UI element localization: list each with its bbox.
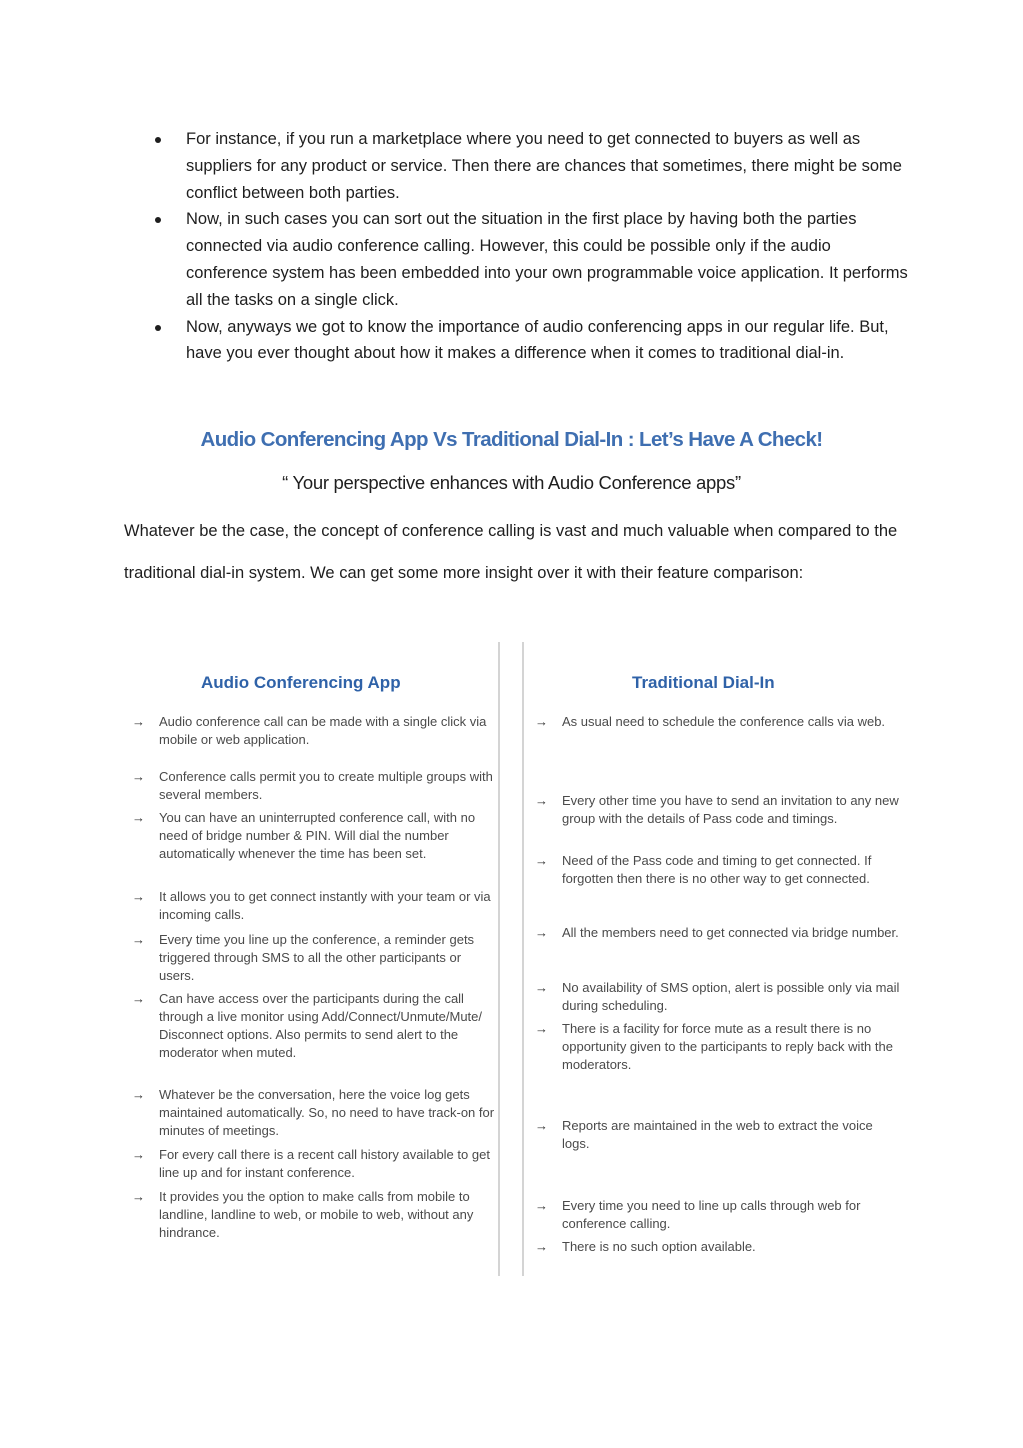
arrow-icon: → [132, 714, 145, 729]
right-column-title: Traditional Dial-In [632, 673, 775, 692]
arrow-icon: → [535, 853, 548, 868]
right-item [535, 713, 902, 731]
arrow-icon: → [132, 810, 145, 825]
right-item-text: As usual need to schedule the conference calls via web. [562, 714, 886, 729]
arrow-icon: → [535, 980, 548, 995]
left-item-text: For every call there is a recent call history available to get line up and for instant conference. [159, 1147, 490, 1180]
right-item-text: Every time you need to line up calls through web for conference calling. [562, 1198, 861, 1231]
right-item [535, 1117, 902, 1153]
right-item-text: No availability of SMS option, alert is possible only via mail during scheduling. [562, 980, 900, 1013]
bullet-list [150, 126, 910, 367]
arrow-icon: → [535, 714, 548, 729]
right-item [535, 1020, 902, 1074]
left-item-text: Audio conference call can be made with a single click via mobile or web application. [159, 714, 487, 747]
arrow-icon: → [132, 932, 145, 947]
bullet-dot [155, 217, 161, 223]
bullet-dot [155, 137, 161, 143]
arrow-icon: → [132, 991, 145, 1006]
left-item-text: Whatever be the conversation, here the voice log gets maintained automatically. So, no need to have track-on for minutes of meetings. [159, 1087, 495, 1138]
left-item [132, 809, 499, 863]
left-item-text: Can have access over the participants during the call through a live monitor using Add/Connect/Unmute/Mute/ Disconnect options. Also permits to send alert to the moderator when muted. [159, 991, 483, 1060]
right-item [535, 1238, 902, 1256]
arrow-icon: → [132, 1189, 145, 1204]
list-item [150, 314, 910, 368]
right-item [535, 792, 902, 828]
list-item [150, 126, 910, 206]
arrow-icon: → [132, 1147, 145, 1162]
bullet-text: Now, anyways we got to know the importance of audio conferencing apps in our regular life. But, have you ever thought about how it makes a difference when it comes to traditional dial-in. [186, 317, 889, 363]
left-item [132, 990, 499, 1062]
left-item [132, 1086, 499, 1140]
right-item-text: There is a facility for force mute as a result there is no opportunity given to the participants to reply back with the moderators. [562, 1021, 893, 1072]
arrow-icon: → [535, 1239, 548, 1254]
arrow-icon: → [535, 1118, 548, 1133]
right-item-text: Every other time you have to send an invitation to any new group with the details of Pass code and timings. [562, 793, 899, 826]
arrow-icon: → [535, 925, 548, 940]
left-item-text: Every time you line up the conference, a reminder gets triggered through SMS to all the other participants or users. [159, 932, 475, 983]
arrow-icon: → [535, 1198, 548, 1213]
right-item-text: All the members need to get connected via bridge number. [562, 925, 899, 940]
right-item [535, 924, 902, 942]
left-item-text: It allows you to get connect instantly with your team or via incoming calls. [159, 889, 491, 922]
body-paragraph: Whatever be the case, the concept of conference calling is vast and much valuable when compared to the traditional dial-in system. We can get some more insight over it with their feature comparison: [124, 522, 898, 582]
section-quote: “ Your perspective enhances with Audio Conference apps” [282, 472, 741, 493]
right-item [535, 1197, 902, 1233]
comparison-figure [120, 640, 905, 1276]
left-item [132, 888, 499, 924]
arrow-icon: → [535, 793, 548, 808]
left-item-text: It provides you the option to make calls from mobile to landline, landline to web, or mobile to web, without any hindrance. [159, 1189, 474, 1240]
left-item-text: Conference calls permit you to create multiple groups with several members. [159, 769, 493, 802]
left-item [132, 768, 499, 804]
arrow-icon: → [132, 889, 145, 904]
column-divider [522, 642, 524, 1276]
arrow-icon: → [132, 1087, 145, 1102]
left-item-text: You can have an uninterrupted conference call, with no need of bridge number & PIN. Will dial the number automatically whenever the time has been set. [159, 810, 476, 861]
arrow-icon: → [535, 1021, 548, 1036]
left-item [132, 1188, 499, 1242]
right-item-text: Reports are maintained in the web to extract the voice logs. [562, 1118, 873, 1151]
left-item [132, 931, 499, 985]
left-column-title: Audio Conferencing App [201, 673, 401, 692]
right-item [535, 979, 902, 1015]
right-item-text: Need of the Pass code and timing to get connected. If forgotten then there is no other way to get connected. [562, 853, 872, 886]
left-item [132, 1146, 499, 1182]
bullet-dot [155, 325, 161, 331]
bullet-text: For instance, if you run a marketplace where you need to get connected to buyers as well as suppliers for any product or service. Then there are chances that sometimes, there might be some conflict between both parties. [186, 130, 902, 202]
arrow-icon: → [132, 769, 145, 784]
left-item [132, 713, 499, 749]
section-heading: Audio Conferencing App Vs Traditional Dial-In : Let’s Have A Check! [200, 428, 823, 451]
right-item-text: There is no such option available. [562, 1239, 756, 1254]
bullet-text: Now, in such cases you can sort out the situation in the first place by having both the parties connected via audio conference calling. However, this could be possible only if the audio conference system has been embedded into your own programmable voice application. It performs all the tasks on a single click. [186, 210, 908, 309]
list-item [150, 206, 910, 313]
right-item [535, 852, 902, 888]
